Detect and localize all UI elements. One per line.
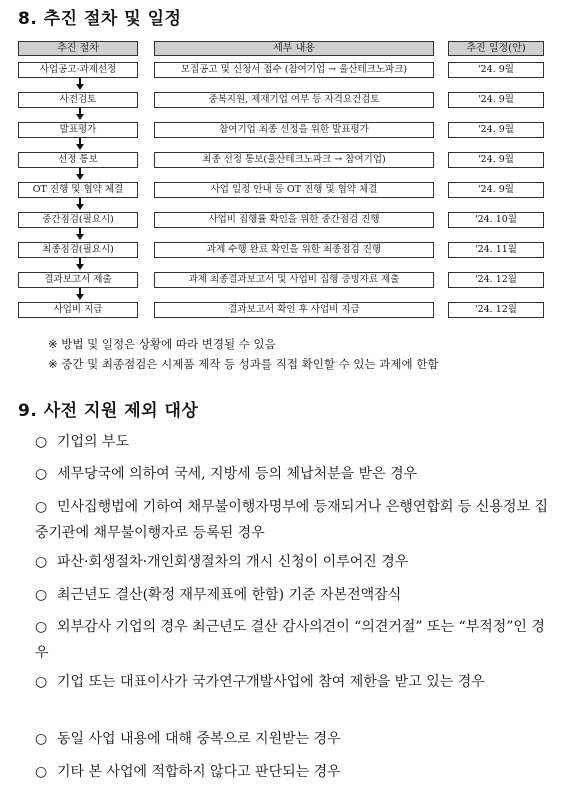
circle-bullet-icon: ○ bbox=[35, 619, 48, 635]
down-arrow-icon bbox=[76, 84, 84, 90]
detail-cell: 사업비 집행률 확인을 위한 중간점검 진행 bbox=[154, 212, 434, 228]
section9-title: 9. 사전 지원 제외 대상 bbox=[18, 401, 199, 421]
step-cell: 결과보고서 제출 bbox=[18, 272, 138, 288]
step-cell: 선정 통보 bbox=[18, 152, 138, 168]
detail-cell: 최종 선정 통보(울산테크노파크 → 참여기업) bbox=[154, 152, 434, 168]
list-item bbox=[35, 582, 550, 608]
detail-cell: 과제 최종결과보고서 및 사업비 집행 증빙자료 제출 bbox=[154, 272, 434, 288]
down-arrow-icon bbox=[76, 204, 84, 210]
schedule-cell: '24. 9월 bbox=[448, 92, 544, 108]
list-item-text: 최근년도 결산(확정 재무제표에 한함) 기준 자본전액잠식 bbox=[57, 587, 402, 603]
schedule-cell: '24. 10월 bbox=[448, 212, 544, 228]
step-cell: 사업비 지급 bbox=[18, 302, 138, 318]
list-item-text: 동일 사업 내용에 대해 중복으로 지원받는 경우 bbox=[57, 731, 341, 747]
step-cell: 사전검토 bbox=[18, 92, 138, 108]
note-2: ※ 중간 및 최종점검은 시제품 제작 등 성과를 직접 확인할 수 있는 과제에 한함 bbox=[48, 357, 439, 371]
circle-bullet-icon: ○ bbox=[35, 466, 48, 482]
note-1: ※ 방법 및 일정은 상황에 따라 변경될 수 있음 bbox=[48, 337, 276, 351]
step-cell: OT 진행 및 협약 체결 bbox=[18, 182, 138, 198]
detail-cell: 사업 일정 안내 등 OT 진행 및 협약 체결 bbox=[154, 182, 434, 198]
down-arrow-icon bbox=[76, 264, 84, 270]
schedule-cell: '24. 9월 bbox=[448, 122, 544, 138]
circle-bullet-icon: ○ bbox=[35, 674, 48, 690]
list-item-text: 외부감사 기업의 경우 최근년도 결산 감사의견이 “의견거절” 또는 “부적정”인 경우 bbox=[35, 619, 545, 661]
down-arrow-icon bbox=[76, 174, 84, 180]
detail-cell: 모집공고 및 신청서 접수 (참여기업 → 울산테크노파크) bbox=[154, 62, 434, 78]
down-arrow-icon bbox=[76, 234, 84, 240]
list-item bbox=[35, 759, 550, 785]
list-item bbox=[35, 549, 550, 575]
step-cell: 발표평가 bbox=[18, 122, 138, 138]
circle-bullet-icon: ○ bbox=[35, 731, 48, 747]
header-detail: 세부 내용 bbox=[154, 41, 434, 56]
circle-bullet-icon: ○ bbox=[35, 764, 48, 780]
list-item-text: 파산·회생절차·개인회생절차의 개시 신청이 이루어진 경우 bbox=[57, 554, 409, 570]
circle-bullet-icon: ○ bbox=[35, 434, 48, 450]
list-item-text: 세무당국에 의하여 국세, 지방세 등의 체납처분을 받은 경우 bbox=[57, 466, 418, 482]
schedule-cell: '24. 12월 bbox=[448, 272, 544, 288]
list-item bbox=[35, 726, 550, 752]
list-item-text: 기업 또는 대표이사가 국가연구개발사업에 참여 제한을 받고 있는 경우 bbox=[57, 674, 485, 690]
detail-cell: 참여기업 최종 선정을 위한 발표평가 bbox=[154, 122, 434, 138]
down-arrow-icon bbox=[76, 144, 84, 150]
header-step: 추진 절차 bbox=[18, 41, 138, 56]
list-item-text: 기업의 부도 bbox=[57, 434, 130, 450]
list-item-text: 민사집행법에 기하여 채무불이행자명부에 등재되거나 은행연합회 등 신용정보 집중기관에 채무불이행자로 등록된 경우 bbox=[35, 499, 548, 541]
list-item bbox=[35, 614, 550, 666]
list-item-text: 기타 본 사업에 적합하지 않다고 판단되는 경우 bbox=[57, 764, 341, 780]
detail-cell: 중복지원, 제재기업 여부 등 자격요건검토 bbox=[154, 92, 434, 108]
section8-title: 8. 추진 절차 및 일정 bbox=[18, 9, 182, 29]
list-item bbox=[35, 669, 550, 695]
schedule-cell: '24. 11월 bbox=[448, 242, 544, 258]
schedule-cell: '24. 9월 bbox=[448, 62, 544, 78]
detail-cell: 결과보고서 확인 후 사업비 지급 bbox=[154, 302, 434, 318]
circle-bullet-icon: ○ bbox=[35, 554, 48, 570]
step-cell: 중간점검(필요시) bbox=[18, 212, 138, 228]
header-schedule: 추진 일정(안) bbox=[448, 41, 544, 56]
schedule-cell: '24. 9월 bbox=[448, 152, 544, 168]
schedule-cell: '24. 9월 bbox=[448, 182, 544, 198]
down-arrow-icon bbox=[76, 114, 84, 120]
list-item bbox=[35, 461, 550, 487]
schedule-cell: '24. 12월 bbox=[448, 302, 544, 318]
detail-cell: 과제 수행 완료 확인을 위한 최종점검 진행 bbox=[154, 242, 434, 258]
step-cell: 사업공고·과제선정 bbox=[18, 62, 138, 78]
circle-bullet-icon: ○ bbox=[35, 499, 48, 515]
down-arrow-icon bbox=[76, 294, 84, 300]
list-item bbox=[35, 494, 550, 546]
step-cell: 최종점검(필요시) bbox=[18, 242, 138, 258]
list-item bbox=[35, 429, 550, 455]
circle-bullet-icon: ○ bbox=[35, 587, 48, 603]
